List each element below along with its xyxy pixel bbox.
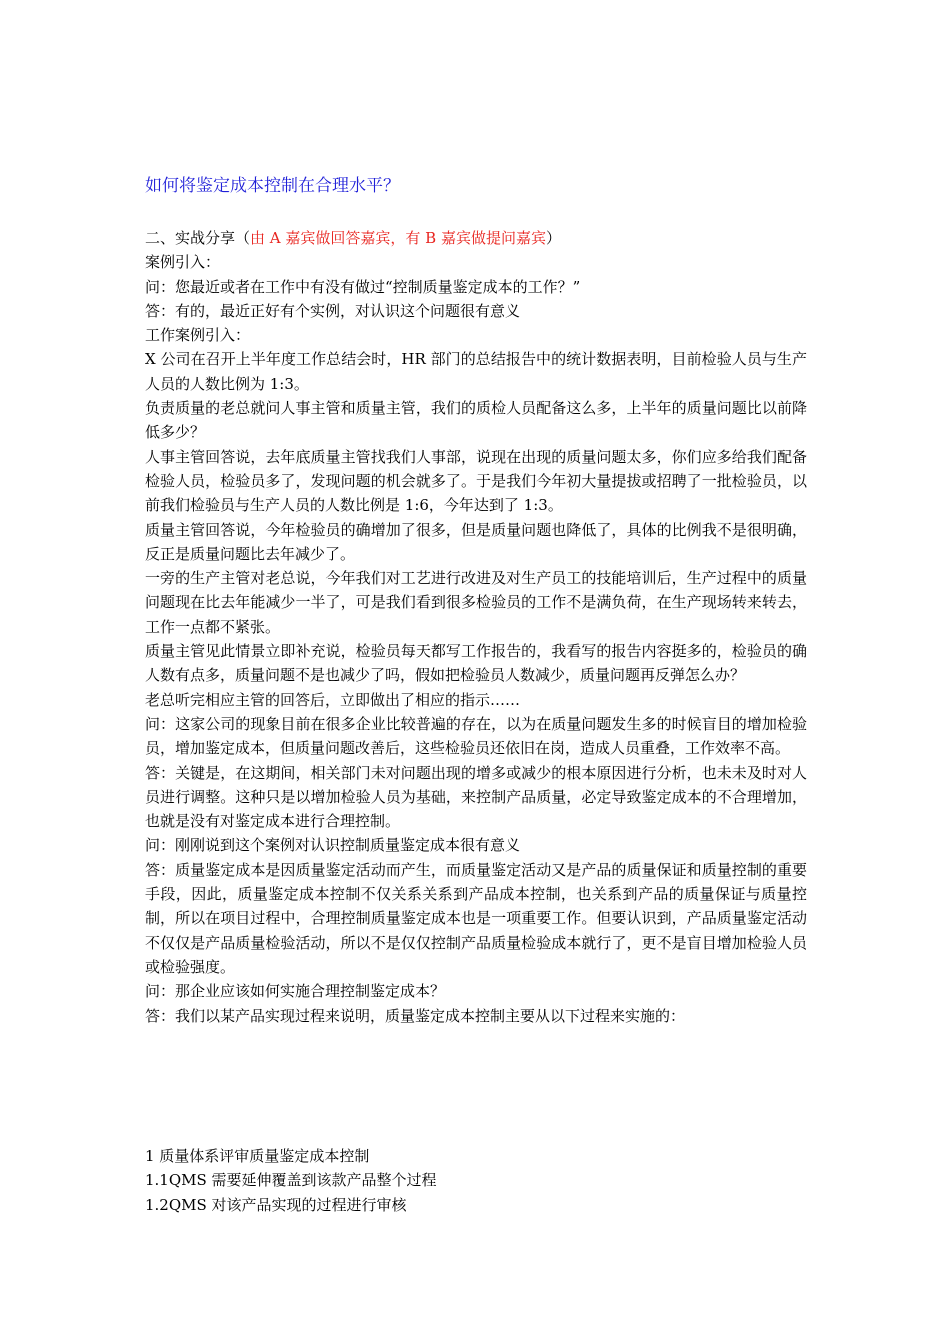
paragraph: 问：您最近或者在工作中有没有做过“控制质量鉴定成本的工作？” [145, 277, 581, 296]
section-item: 1 质量体系评审质量鉴定成本控制 [145, 1147, 370, 1165]
paragraph: 工作案例引入： [145, 326, 251, 345]
section-heading-highlight: 由 A 嘉宾做回答嘉宾，有 B 嘉宾做提问嘉宾 [250, 229, 546, 247]
document-title: 如何将鉴定成本控制在合理水平？ [145, 176, 400, 196]
paragraph: 质量主管见此情景立即补充说，检验员每天都写工作报告的，我看写的报告内容挺多的，检验员的确人数有点多，质量问题不是也减少了吗，假如把检验员人数减少，质量问题再反弹怎么办？ [145, 642, 807, 685]
section-heading-suffix: ） [545, 229, 561, 247]
paragraph: 答：关键是，在这期间，相关部门未对问题出现的增多或减少的根本原因进行分析，也未未及时对人员进行调整。这种只是以增加检验人员为基础，来控制产品质量，必定导致鉴定成本的不合理增加，也就是没有对鉴定成本进行合理控制。 [145, 763, 807, 831]
paragraph: 负责质量的老总就问人事主管和质量主管，我们的质检人员配备这么多，上半年的质量问题比以前降低多少？ [145, 399, 807, 442]
section-heading [145, 226, 807, 250]
paragraph: 人事主管回答说，去年底质量主管找我们人事部，说现在出现的质量问题太多，你们应多给我们配备检验人员，检验员多了，发现问题的机会就多了。于是我们今年初大量提拔或招聘了一批检验员，以前我们检验员与生产人员的人数比例是 1:6，今年达到了 1:3。 [145, 447, 807, 515]
paragraph: 一旁的生产主管对老总说，今年我们对工艺进行改进及对生产员工的技能培训后，生产过程中的质量问题现在比去年能减少一半了，可是我们看到很多检验员的工作不是满负荷，在生产现场转来转去，工作一点都不紧张。 [145, 569, 807, 636]
paragraph: 老总听完相应主管的回答后，立即做出了相应的指示…… [145, 690, 521, 709]
paragraph: 答：我们以某产品实现过程来说明，质量鉴定成本控制主要从以下过程来实施的： [145, 1006, 686, 1025]
paragraph: 案例引入： [145, 253, 221, 272]
section-item: 1.2QMS 对该产品实现的过程进行审核 [145, 1195, 407, 1214]
paragraph: 问：那企业应该如何实施合理控制鉴定成本？ [145, 982, 446, 1001]
paragraph: 问：这家公司的现象目前在很多企业比较普遍的存在，以为在质量问题发生多的时候盲目的增加检验员，增加鉴定成本，但质量问题改善后，这些检验员还依旧在岗，造成人员重叠，工作效率不高。 [145, 714, 807, 758]
paragraph: 问：刚刚说到这个案例对认识控制质量鉴定成本很有意义 [145, 836, 521, 855]
section-heading-prefix: 二、实战分享（ [145, 229, 251, 247]
paragraph: 答：质量鉴定成本是因质量鉴定活动而产生，而质量鉴定活动又是产品的质量保证和质量控制的重要手段，因此，质量鉴定成本控制不仅关系关系到产品成本控制，也关系到产品的质量保证与质量控制，所以在项目过程中，合理控制质量鉴定成本也是一项重要工作。但要认识到，产品质量鉴定活动不仅仅是产品质量检验活动，所以不是仅仅控制产品质量检验成本就行了，更不是盲目增加检验人员或检验强度。 [145, 860, 807, 976]
section-item: 1.1QMS 需要延伸覆盖到该款产品整个过程 [145, 1171, 437, 1190]
paragraph: 答：有的，最近正好有个实例，对认识这个问题很有意义 [145, 301, 521, 320]
paragraph: 质量主管回答说，今年检验员的确增加了很多，但是质量问题也降低了，具体的比例我不是很明确，反正是质量问题比去年减少了。 [145, 520, 807, 563]
paragraph: X 公司在召开上半年度工作总结会时，HR 部门的总结报告中的统计数据表明，目前检验人员与生产人员的人数比例为 1:3。 [145, 350, 807, 393]
section-list [145, 1144, 807, 1217]
document-body [145, 226, 807, 1028]
